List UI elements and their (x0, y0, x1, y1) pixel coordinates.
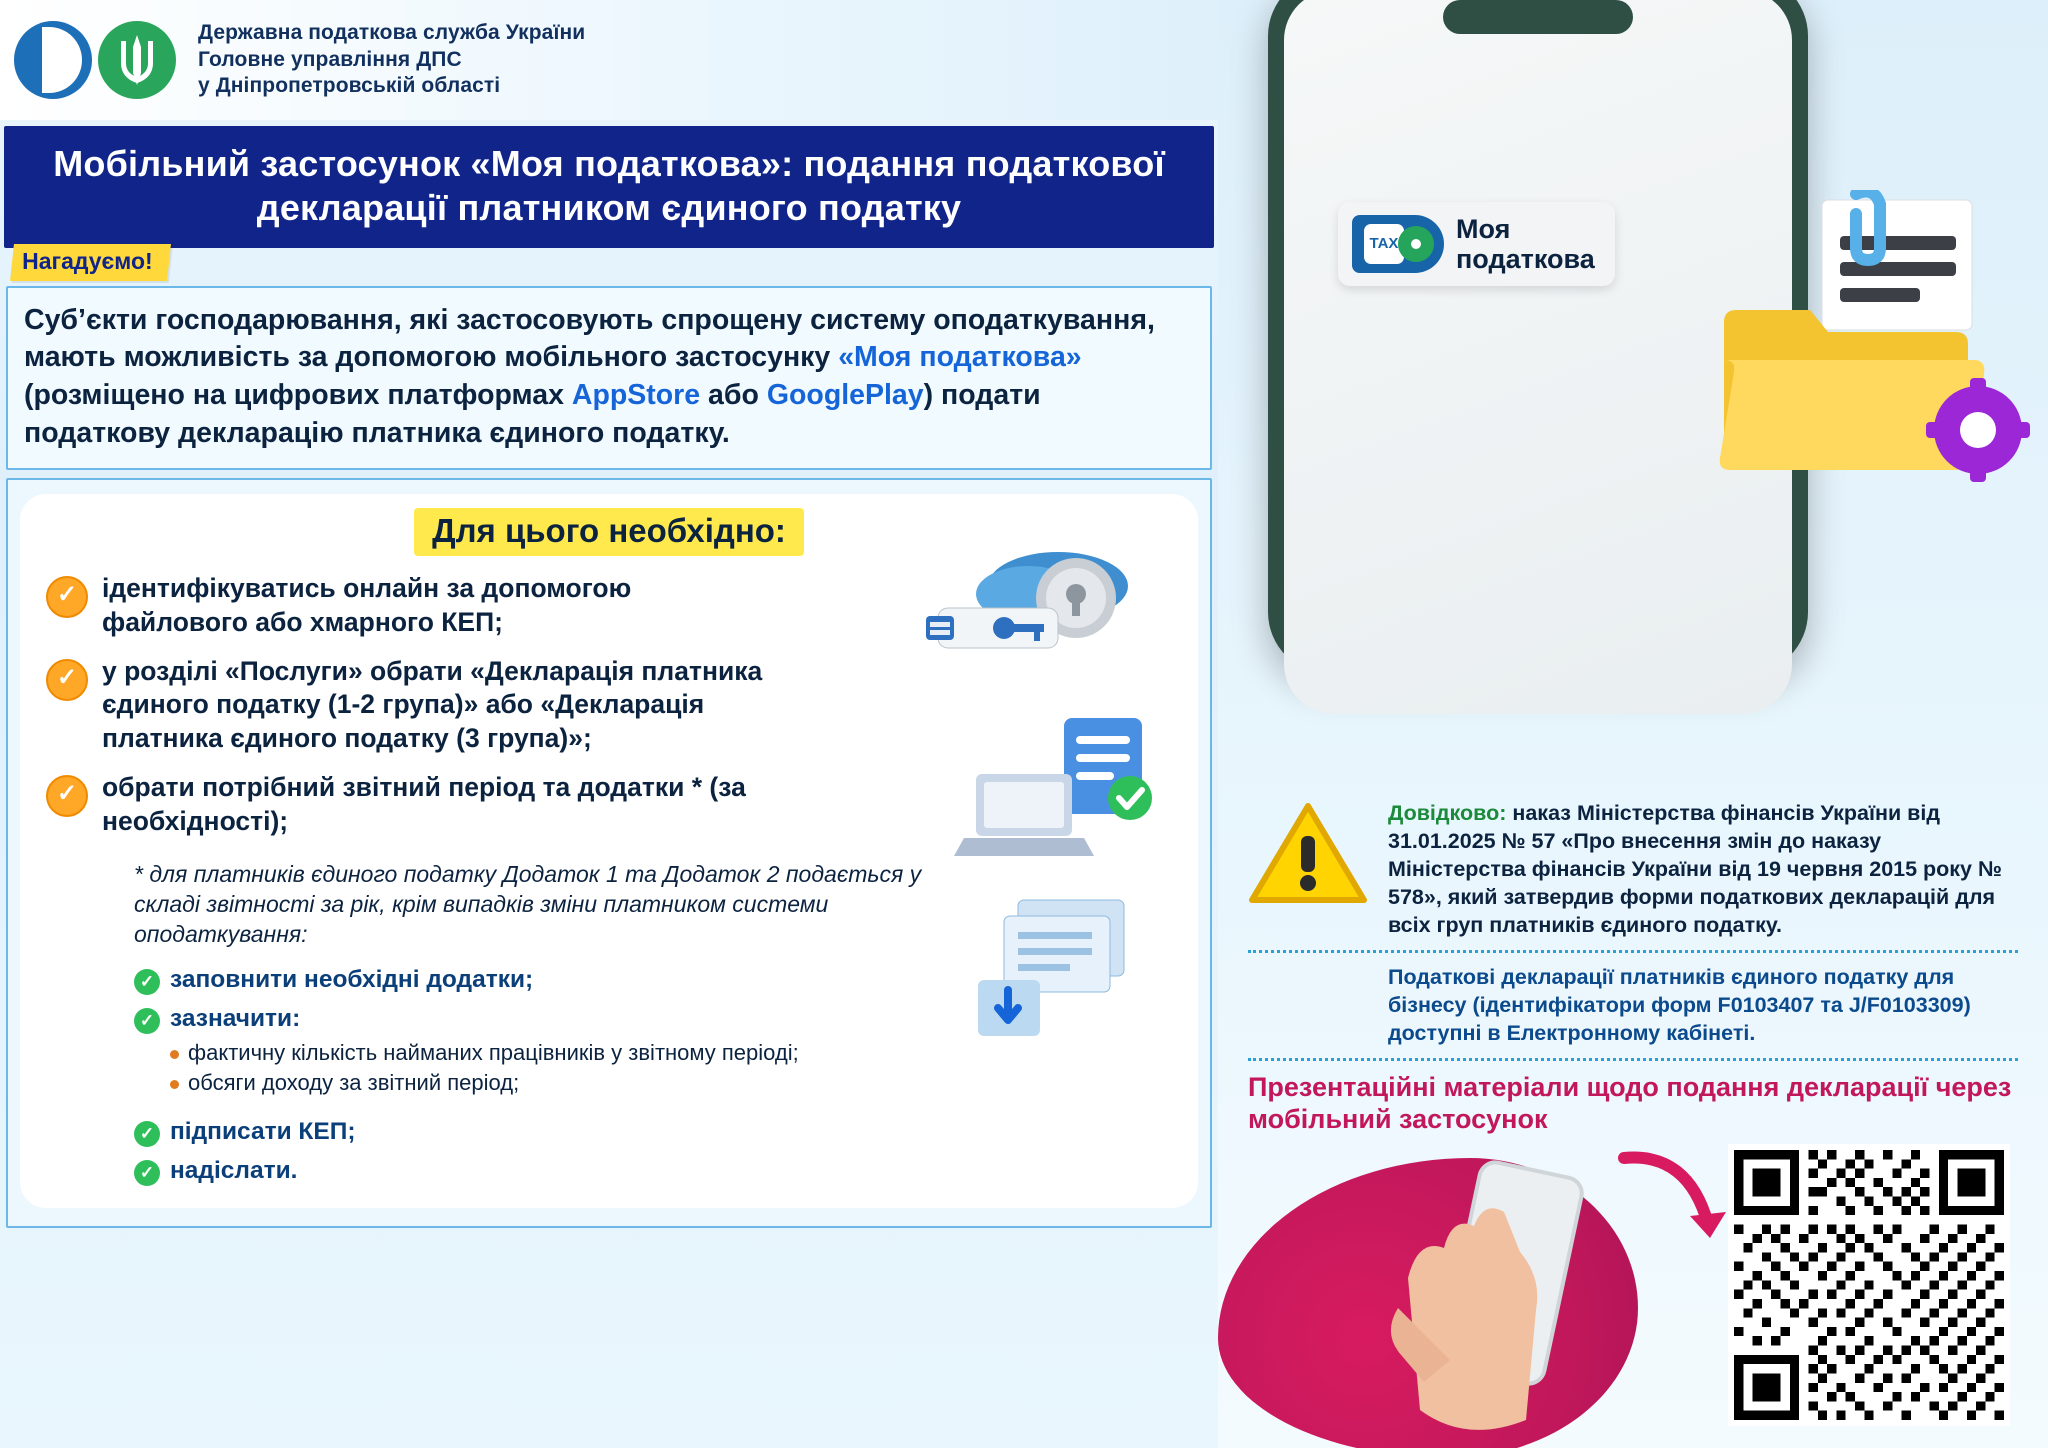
need-title-label: Для цього необхідно: (414, 508, 804, 556)
cabinet-note-block (1248, 963, 2018, 1048)
cabinet-note-text: Податкові декларації платників єдиного податку для бізнесу (ідентифікатори форм F0103407 та J/F0103309) доступні в Електронному кабінеті. (1388, 964, 1971, 1046)
check-green-icon: ✓ (134, 969, 160, 995)
sub-step-text: заповнити необхідні додатки; (170, 965, 534, 993)
right-column (1218, 0, 2048, 1448)
org-line-3: у Дніпропетровській області (198, 74, 501, 98)
intro-box (6, 286, 1212, 470)
app-name-highlight: «Моя податкова» (838, 341, 1082, 374)
hand-with-phone-illustration (1368, 1158, 1598, 1448)
bullet-dot-icon (170, 1050, 179, 1059)
step-item (46, 572, 1180, 639)
steps-box (6, 478, 1212, 1227)
intro-part-4: ) подати податкову декларацію платника єдиного податку. (24, 379, 1041, 449)
sub-step-text: зазначити: (170, 1004, 301, 1032)
check-orange-icon: ✓ (46, 576, 88, 618)
sub-steps-list-end (134, 1118, 1180, 1186)
divider (1248, 950, 2018, 953)
check-green-icon: ✓ (134, 1121, 160, 1147)
divider (1248, 1058, 2018, 1061)
app-badge (1338, 202, 1615, 286)
step-text: ідентифікуватись онлайн за допомогою файлового або хмарного КЕП; (102, 573, 632, 637)
sub-step-item (134, 1157, 1180, 1186)
store-appstore: AppStore (571, 379, 701, 412)
folder-documents-gear-illustration (1706, 190, 2036, 520)
step-item (46, 655, 1180, 755)
intro-paragraph (24, 302, 1194, 452)
sub-step-item (134, 1118, 1180, 1147)
documents-download-illustration (964, 894, 1154, 1044)
store-googleplay: GooglePlay (766, 379, 924, 412)
bullet-dot-icon (170, 1080, 179, 1089)
reminder-badge (10, 244, 170, 281)
bullet-text: обсяги доходу за звітний період; (188, 1069, 520, 1095)
app-badge-text (1456, 214, 1595, 274)
reminder-badge-label: Нагадуємо! (22, 247, 153, 274)
phone-notch (1443, 0, 1633, 34)
app-badge-line-2: податкова (1456, 244, 1595, 275)
moya-podatkova-app-icon (1352, 215, 1444, 273)
promo-title: Презентаційні матеріали щодо подання декларації через мобільний застосунок (1248, 1071, 2012, 1135)
sub-step-text: підписати КЕП; (170, 1117, 356, 1145)
poster-title-band (4, 126, 1214, 248)
logo-group (14, 21, 176, 99)
check-green-icon: ✓ (134, 1160, 160, 1186)
tax-mark-label: TAX (1364, 224, 1404, 264)
bullet-list (170, 1040, 1180, 1096)
steps-inner-card (20, 494, 1198, 1207)
org-line-2: Головне управління ДПС (198, 47, 462, 71)
check-orange-icon: ✓ (46, 775, 88, 817)
org-header (0, 0, 1218, 120)
intro-part-3: або (700, 379, 767, 412)
org-line-1: Державна податкова служба України (198, 20, 586, 44)
intro-part-1: Суб’єкти господарювання, які застосовують спрощену систему оподаткування, мають можливість за допомогою мобільного застосунку (24, 303, 1155, 374)
warning-icon (1248, 800, 1368, 915)
page-title: Мобільний застосунок «Моя податкова»: подання податкової декларації платником єдиного податку (53, 143, 1165, 228)
check-orange-icon: ✓ (46, 659, 88, 701)
step-text: обрати потрібний звітний період та додатки * (за необхідності); (102, 772, 746, 836)
step-item (46, 771, 1180, 838)
reference-block (1248, 800, 2018, 1136)
footnote-text: * для платників єдиного податку Додаток 1 та Додаток 2 подається у складі звітності за рік, крім випадків зміни платником системи оподаткування: (134, 860, 922, 947)
ukraine-trident-icon (98, 21, 176, 99)
dps-logo-blue-circle (14, 21, 92, 99)
reference-label: Довідково: (1388, 801, 1507, 825)
sub-step-text: надіслати. (170, 1156, 298, 1184)
reference-body: наказ Міністерства фінансів України від 31.01.2025 № 57 «Про внесення змін до наказу Міністерства фінансів України від 19 червня 2015 року № 578», який затвердив форми податкових декларацій для всіх груп платників єдиного податку. (1388, 801, 2002, 937)
app-badge-line-1: Моя (1456, 214, 1511, 244)
pink-arrow-icon (1618, 1146, 1738, 1266)
step-text: у розділі «Послуги» обрати «Декларація платника єдиного податку (1-2 група)» або «Декларація платника єдиного податку (3 група)»; (102, 656, 763, 753)
intro-part-2: (розміщено на цифрових платформах (24, 379, 572, 412)
qr-area (1248, 1128, 2038, 1448)
org-header-text (198, 20, 585, 101)
reminder-row (0, 248, 1218, 282)
gear-icon (1398, 226, 1434, 262)
bullet-text: фактичну кількість найманих працівників у звітному періоді; (188, 1039, 799, 1065)
qr-code[interactable] (1728, 1144, 2010, 1426)
bullet-item (170, 1070, 1180, 1096)
check-green-icon: ✓ (134, 1008, 160, 1034)
